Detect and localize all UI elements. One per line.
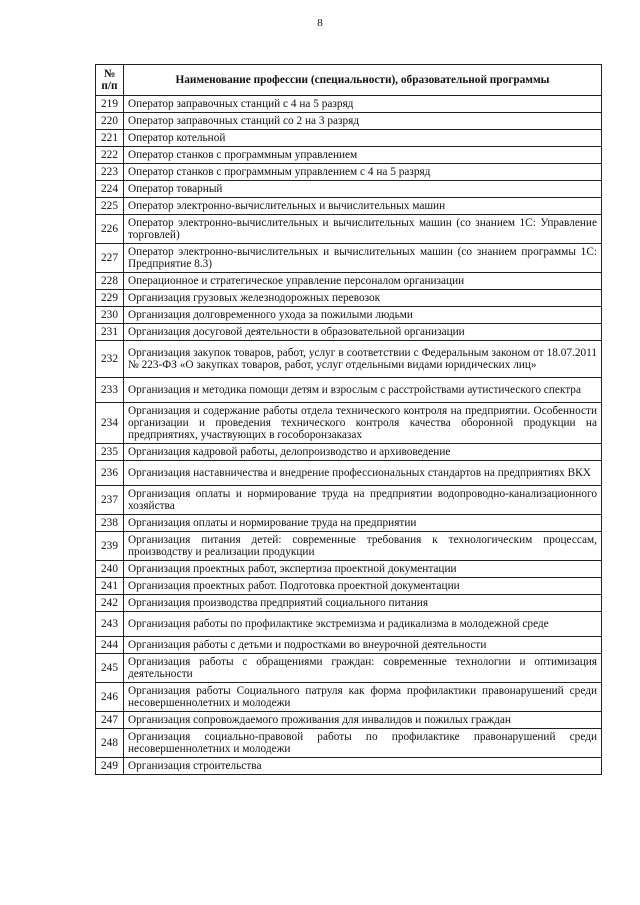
row-name: Организация и содержание работы отдела технического контроля на предприятии. Особенности организации и проведения технического контроля качества оборонной продукции на предприятиях, участвующих в гособоронзаказах [124,403,602,444]
row-name: Оператор электронно-вычислительных и вычислительных машин (со знанием программы 1С: Предприятие 8.3) [124,244,602,273]
row-number: 243 [96,612,124,637]
table-row [96,307,602,324]
table-row [96,147,602,164]
row-number: 237 [96,486,124,515]
table-row [96,729,602,758]
header-number: № п/п [96,65,124,96]
row-name: Оператор заправочных станций с 4 на 5 разряд [124,96,602,113]
row-name: Операционное и стратегическое управление персоналом организации [124,273,602,290]
row-name: Организация работы по профилактике экстремизма и радикализма в молодежной среде [124,612,602,637]
table-row [96,486,602,515]
row-number: 227 [96,244,124,273]
table-row [96,461,602,486]
row-number: 221 [96,130,124,147]
row-number: 244 [96,637,124,654]
table-row [96,578,602,595]
row-number: 238 [96,515,124,532]
row-name: Организация оплаты и нормирование труда на предприятии [124,515,602,532]
row-number: 247 [96,712,124,729]
row-name: Организация работы Социального патруля как форма профилактики правонарушений среди несовершеннолетних и молодежи [124,683,602,712]
table-row [96,561,602,578]
row-number: 233 [96,378,124,403]
row-number: 239 [96,532,124,561]
row-number: 219 [96,96,124,113]
row-name: Организация и методика помощи детям и взрослым с расстройствами аутистического спектра [124,378,602,403]
row-name: Оператор котельной [124,130,602,147]
row-name: Организация социально-правовой работы по профилактике правонарушений среди несовершеннолетних и молодежи [124,729,602,758]
table-row [96,341,602,378]
row-name: Организация питания детей: современные требования к технологическим процессам, производству и реализации продукции [124,532,602,561]
row-name: Организация проектных работ. Подготовка проектной документации [124,578,602,595]
row-name: Организация долговременного ухода за пожилыми людьми [124,307,602,324]
table-row [96,164,602,181]
row-name: Организация грузовых железнодорожных перевозок [124,290,602,307]
row-number: 230 [96,307,124,324]
row-number: 226 [96,215,124,244]
row-name: Оператор станков с программным управлением с 4 на 5 разряд [124,164,602,181]
table-row [96,181,602,198]
header-name: Наименование профессии (специальности), образовательной программы [124,65,602,96]
row-number: 242 [96,595,124,612]
table-row [96,595,602,612]
row-number: 235 [96,444,124,461]
row-name: Оператор станков с программным управлением [124,147,602,164]
table-row [96,130,602,147]
row-number: 225 [96,198,124,215]
row-number: 234 [96,403,124,444]
table-row [96,444,602,461]
row-number: 220 [96,113,124,130]
row-number: 249 [96,758,124,775]
page-number: 8 [317,17,323,29]
row-number: 223 [96,164,124,181]
table-row [96,612,602,637]
row-name: Организация сопровождаемого проживания для инвалидов и пожилых граждан [124,712,602,729]
table-row [96,215,602,244]
table-row [96,758,602,775]
row-name: Организация работы с детьми и подростками во внеурочной деятельности [124,637,602,654]
table-header-row [96,65,602,96]
row-name: Организация закупок товаров, работ, услуг в соответствии с Федеральным законом от 18.07.2011 № 223-ФЗ «О закупках товаров, работ, услуг отдельными видами юридических лиц» [124,341,602,378]
row-name: Организация оплаты и нормирование труда на предприятии водопроводно-канализационного хозяйства [124,486,602,515]
table-row [96,96,602,113]
row-number: 241 [96,578,124,595]
table-row [96,113,602,130]
row-name: Организация производства предприятий социального питания [124,595,602,612]
row-name: Организация строительства [124,758,602,775]
table-row [96,290,602,307]
row-number: 248 [96,729,124,758]
row-name: Оператор товарный [124,181,602,198]
table-row [96,683,602,712]
table-row [96,273,602,290]
row-name: Организация досуговой деятельности в образовательной организации [124,324,602,341]
row-number: 231 [96,324,124,341]
row-name: Организация наставничества и внедрение профессиональных стандартов на предприятиях ВКХ [124,461,602,486]
row-number: 246 [96,683,124,712]
professions-table [95,64,602,775]
table-row [96,324,602,341]
row-number: 236 [96,461,124,486]
row-number: 232 [96,341,124,378]
row-name: Оператор электронно-вычислительных и вычислительных машин (со знанием 1С: Управление торговлей) [124,215,602,244]
row-name: Оператор заправочных станций со 2 на 3 разряд [124,113,602,130]
row-number: 245 [96,654,124,683]
table-row [96,637,602,654]
table-row [96,712,602,729]
row-name: Организация работы с обращениями граждан: современные технологии и оптимизация деятельности [124,654,602,683]
table-row [96,403,602,444]
table-row [96,198,602,215]
row-number: 228 [96,273,124,290]
row-number: 224 [96,181,124,198]
table-row [96,378,602,403]
table-row [96,515,602,532]
row-number: 240 [96,561,124,578]
table-row [96,244,602,273]
row-number: 222 [96,147,124,164]
row-name: Оператор электронно-вычислительных и вычислительных машин [124,198,602,215]
row-name: Организация проектных работ, экспертиза проектной документации [124,561,602,578]
table-row [96,654,602,683]
row-name: Организация кадровой работы, делопроизводство и архивоведение [124,444,602,461]
table-row [96,532,602,561]
row-number: 229 [96,290,124,307]
